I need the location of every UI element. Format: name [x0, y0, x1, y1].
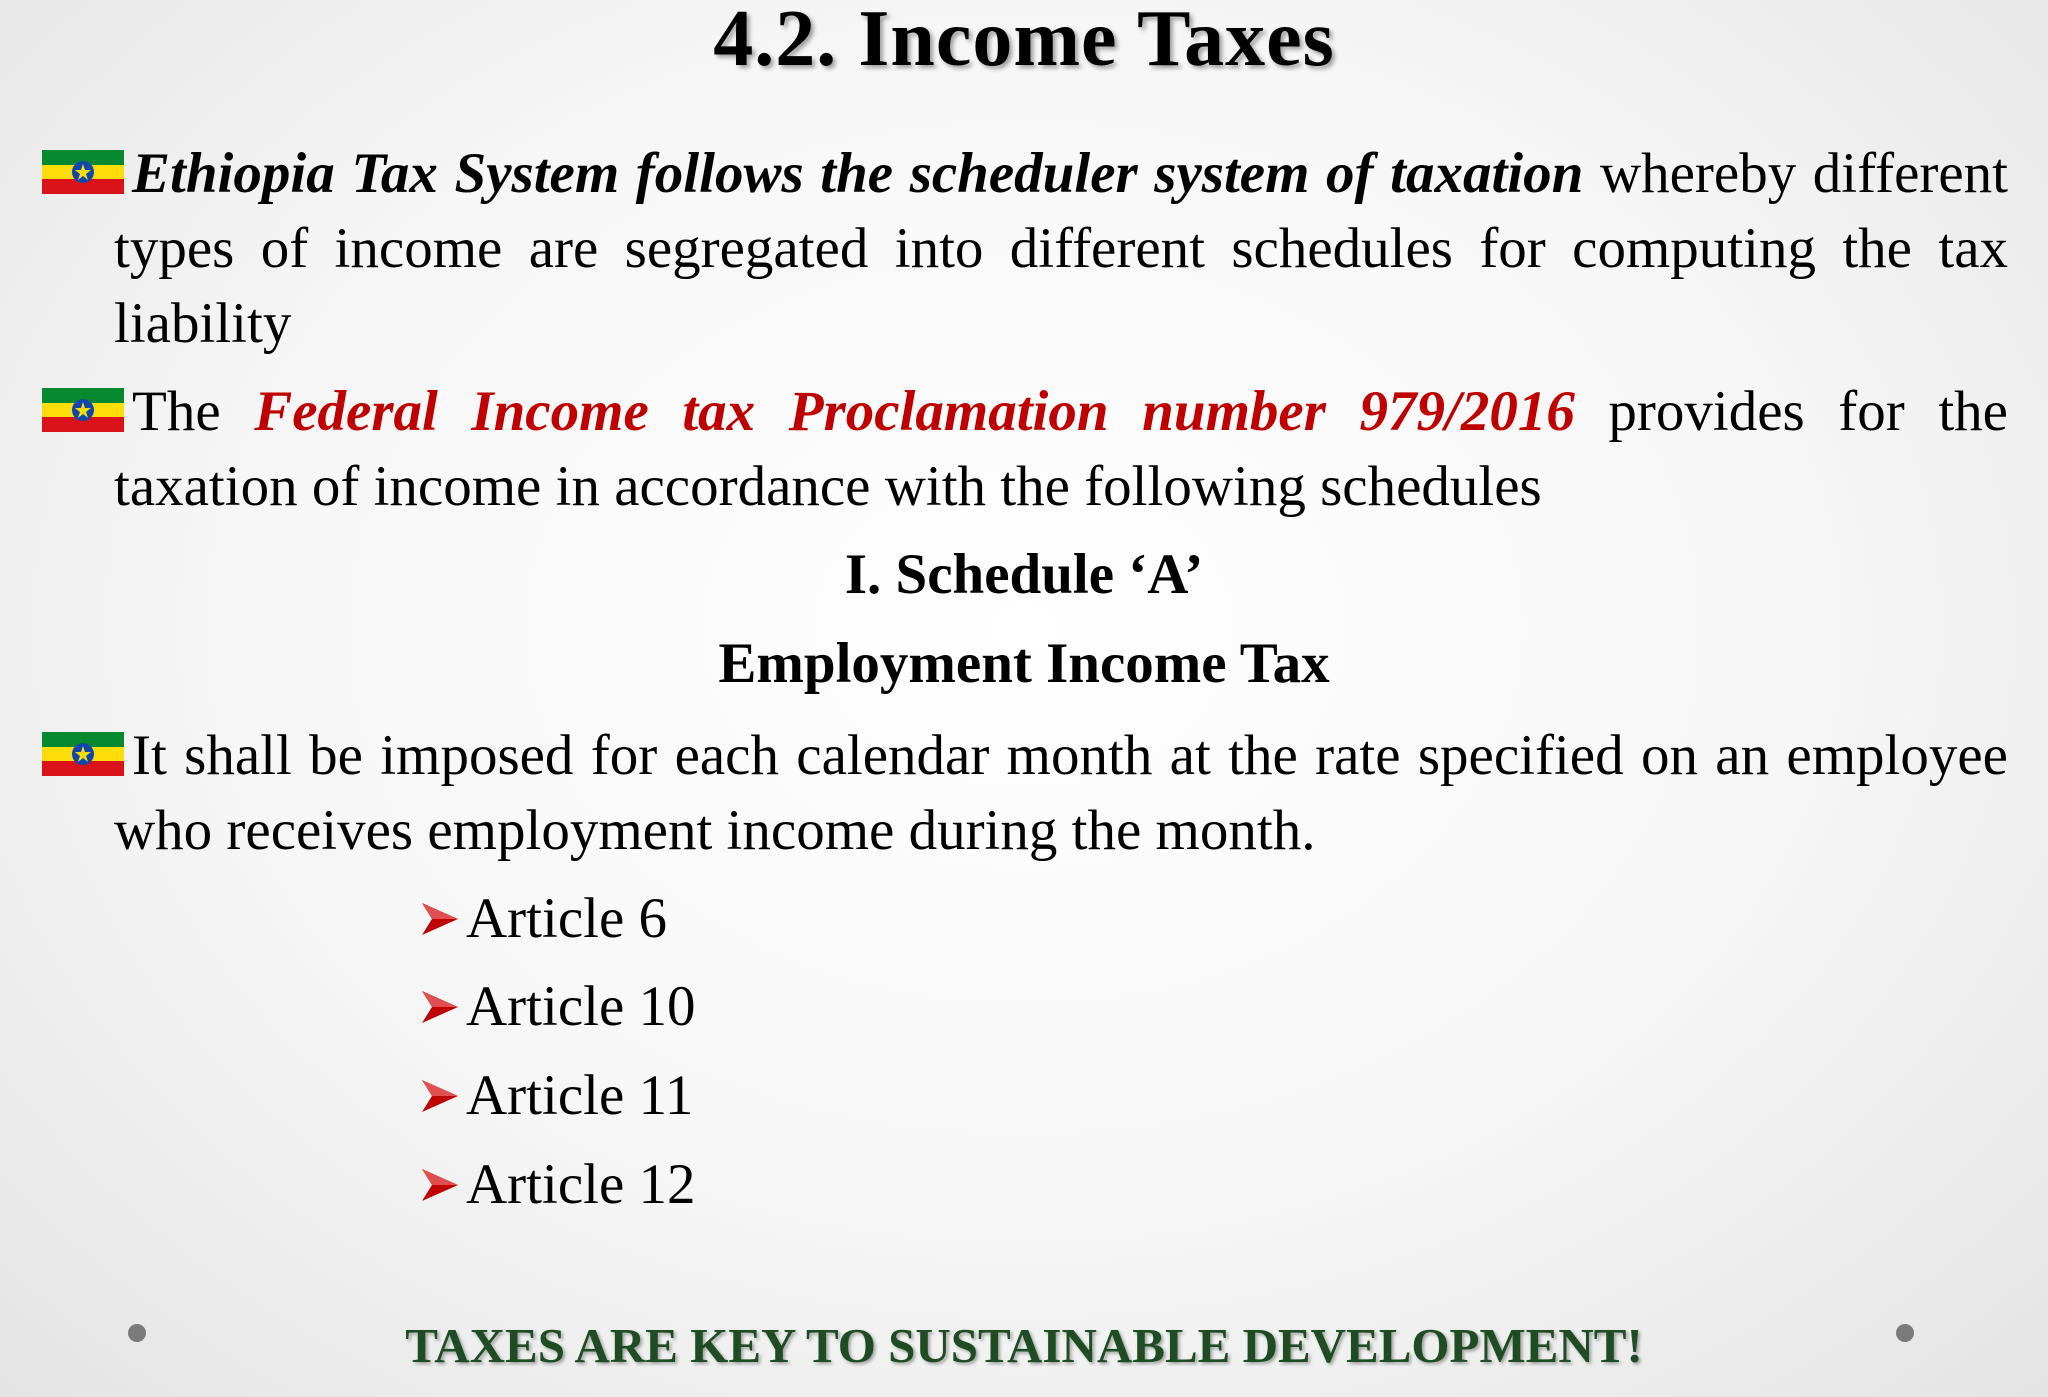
ethiopian-flag-icon	[42, 388, 124, 432]
bullet-1-emphasis: Ethiopia Tax System follows the scheduler system of taxation	[132, 142, 1584, 205]
slide-title: 4.2. Income Taxes	[713, 0, 1335, 83]
schedule-subheading: Employment Income Tax	[718, 632, 1330, 695]
bullet-2-text: provides for the taxation of income in accordance with the following schedules	[114, 380, 2008, 518]
arrow-bullet-icon	[418, 1163, 462, 1207]
list-item-article-10	[418, 972, 696, 1042]
bullet-1	[114, 136, 2008, 361]
article-label: Article 11	[466, 1064, 694, 1127]
bullet-3	[114, 718, 2008, 868]
arrow-bullet-icon	[418, 1074, 462, 1118]
article-label: Article 12	[466, 1153, 696, 1216]
arrow-bullet-icon	[418, 985, 462, 1029]
schedule-heading: I. Schedule ‘A’	[844, 543, 1204, 606]
bullet-3-text: It shall be imposed for each calendar month at the rate specified on an employee who receives employment income during the month.	[114, 724, 2008, 862]
bullet-1-text: whereby different types of income are segregated into different schedules for computing the tax liability	[114, 142, 2008, 355]
bullet-2-lead: The	[132, 380, 255, 443]
list-item-article-12	[418, 1150, 696, 1220]
ethiopian-flag-icon	[42, 732, 124, 776]
list-item-article-11	[418, 1061, 693, 1131]
list-item-article-6	[418, 884, 667, 954]
article-label: Article 10	[466, 975, 696, 1038]
article-label: Article 6	[466, 887, 668, 950]
bullet-2	[114, 374, 2008, 524]
bullet-2-emphasis: Federal Income tax Proclamation number 979/2016	[254, 380, 1575, 443]
ethiopian-flag-icon	[42, 150, 124, 194]
footer-slogan: TAXES ARE KEY TO SUSTAINABLE DEVELOPMENT!	[405, 1318, 1643, 1373]
arrow-bullet-icon	[418, 897, 462, 941]
